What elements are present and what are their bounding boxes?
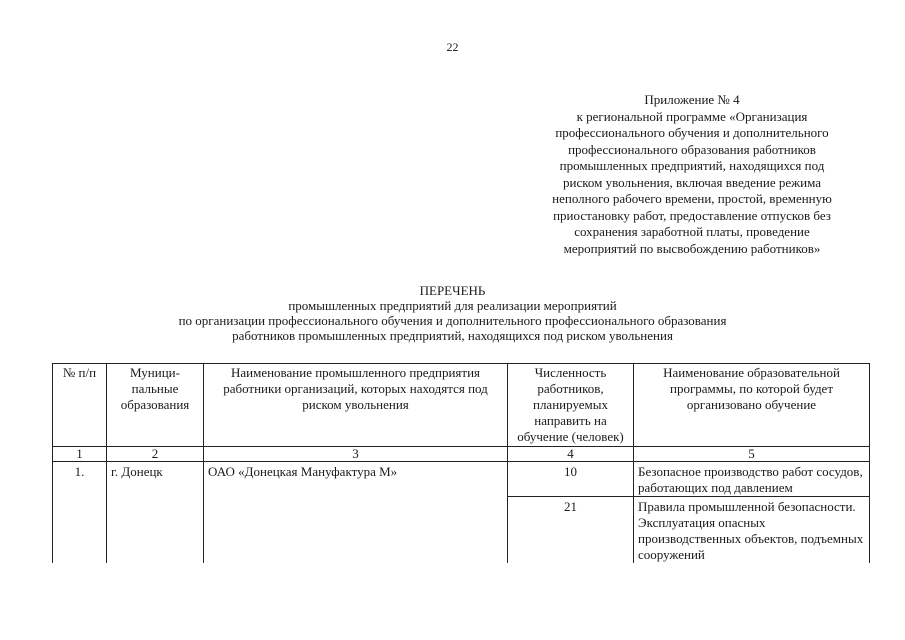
column-number: 2 [107,447,204,462]
appendix-line: мероприятий по высвобождению работников» [563,240,821,256]
table-header-row [53,364,870,447]
appendix-line: к региональной программе «Организация [576,108,808,124]
column-number: 5 [634,447,870,462]
appendix-line: сохранения заработной платы, проведение [574,224,810,239]
document-title [0,283,905,343]
appendix-block [522,92,862,257]
row-worker-count: 21 [508,497,634,564]
header-enterprise: Наименование промышленного предприятия работники организаций, которых находятся под риском увольнения [204,364,508,447]
column-number: 1 [53,447,107,462]
appendix-line: приостановку работ, предоставление отпусков без [553,207,831,223]
header-program: Наименование образовательной программы, по которой будет организовано обучение [634,364,870,447]
title-heading: ПЕРЕЧЕНЬ [419,283,486,298]
column-number: 4 [508,447,634,462]
column-number: 3 [204,447,508,462]
header-number: № п/п [53,364,107,447]
appendix-line: профессионального образования работников [568,141,816,157]
appendix-line: риском увольнения, включая введение режима [563,174,821,190]
title-line: промышленных предприятий для реализации мероприятий [288,298,617,313]
row-municipality: г. Донецк [107,462,204,564]
title-line: работников промышленных предприятий, находящихся под риском увольнения [232,328,673,343]
appendix-line: Приложение № 4 [644,92,740,107]
header-worker-count: Численность работников, планируемых направить на обучение (человек) [508,364,634,447]
row-program: Правила промышленной безопасности. Эксплуатация опасных производственных объектов, подъемных сооружений [634,497,870,564]
enterprises-table [52,363,870,563]
row-enterprise: ОАО «Донецкая Мануфактура М» [204,462,508,564]
appendix-line: промышленных предприятий, находящихся под [559,158,825,173]
page-number: 22 [446,40,459,54]
row-program: Безопасное производство работ сосудов, работающих под давлением [634,462,870,497]
appendix-line: неполного рабочего времени, простой, временную [552,191,832,206]
row-worker-count: 10 [508,462,634,497]
appendix-line: профессионального обучения и дополнительного [555,125,829,140]
title-line: по организации профессионального обучения и дополнительного профессионального образования [178,313,727,328]
column-number-row [53,447,870,462]
row-number: 1. [53,462,107,564]
table-row [53,462,870,497]
header-municipality: Муници-пальные образования [107,364,204,447]
